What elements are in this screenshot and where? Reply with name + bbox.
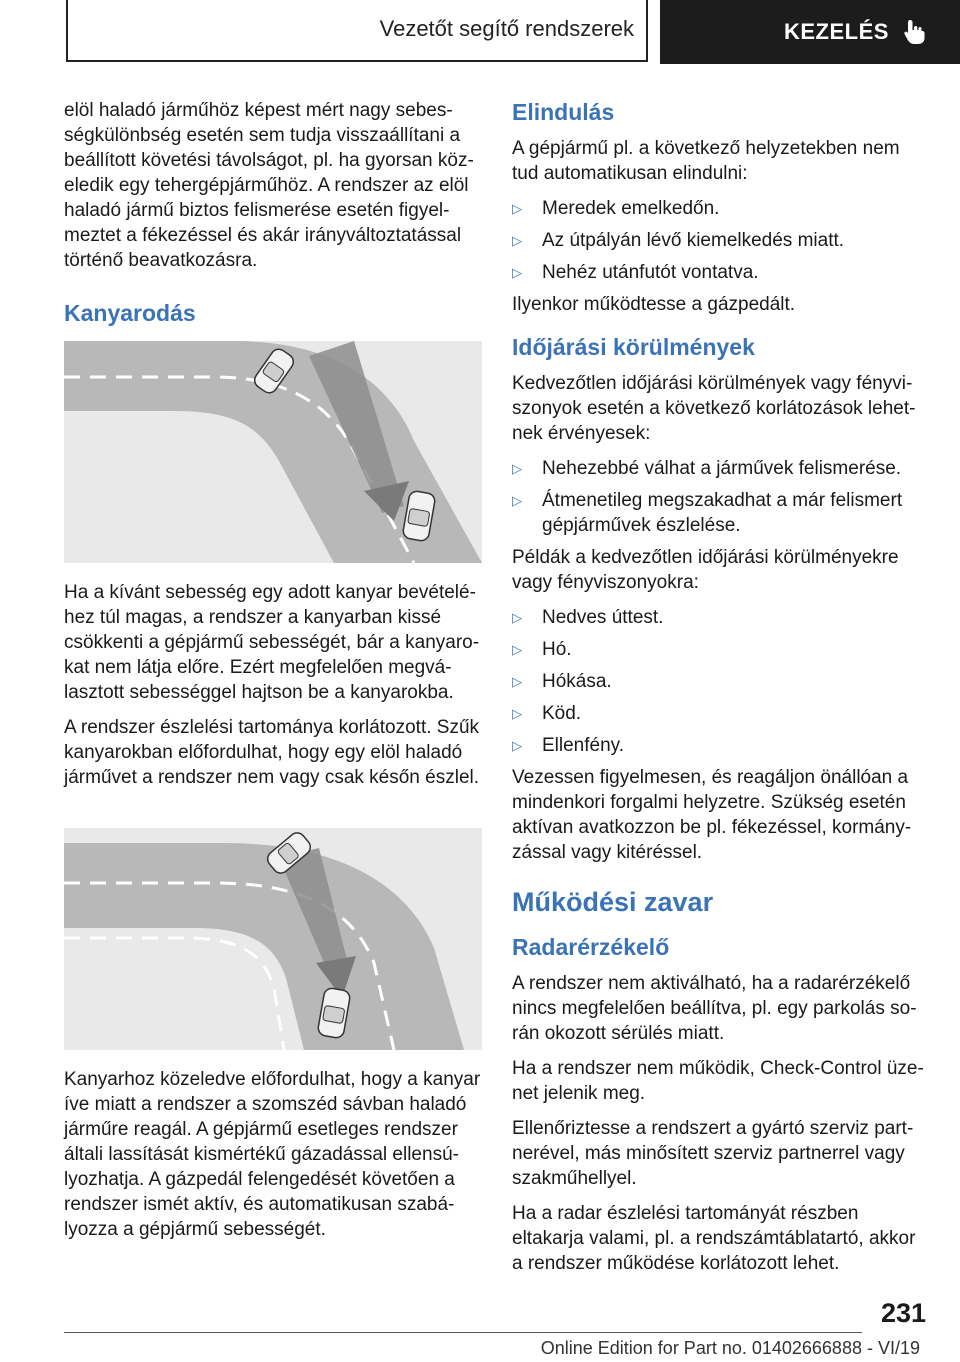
heading-idojaras: Időjárási körülmények: [512, 334, 755, 360]
peldak-list: [512, 605, 930, 758]
idojaras-list: [512, 456, 930, 538]
list-item: ▷ Ellenfény.: [512, 735, 625, 756]
elindulas-outro: Ilyenkor működtesse a gázpedált.: [512, 294, 796, 315]
paragraph-speed: Ha a kívánt sebesség egy adott kanyar bevételéhez túl magas, a rendszer a kanyarban kissé csökkenti a gépjármű sebességét, bár a kanyarokat nem látja előre. Ezért megfelelően megválasztott sebességgel hajtson be a kanyarokba.: [64, 582, 480, 703]
section-title: Vezetőt segítő rendszerek: [379, 16, 634, 41]
list-item: ▷ Hókása.: [512, 671, 612, 692]
page-header: [0, 0, 960, 64]
list-item: ▷ Az útpályán lévő kiemelkedés miatt.: [512, 230, 845, 251]
section-title-box: [66, 0, 648, 62]
peldak-intro: Példák a kedvezőtlen időjárási körülményekre vagy fényviszonyokra:: [512, 547, 899, 593]
curve-illustration-1: [64, 341, 482, 563]
heading-radarerzekelo: Radarérzékelő: [512, 934, 670, 960]
right-column: [512, 98, 930, 1286]
bullet-triangle-icon: ▷: [512, 674, 522, 689]
left-column: [64, 98, 482, 1252]
peldak-outro: Vezessen figyelmesen, és reagáljon önállóan a mindenkori forgalmi helyzetre. Szükség esetén aktívan avatkozzon be pl. fékezéssel, kormányzással vagy kitéréssel.: [512, 767, 912, 863]
list-item: ▷ Köd.: [512, 703, 582, 724]
bullet-triangle-icon: ▷: [512, 642, 522, 657]
paragraph-range: A rendszer észlelési tartománya korlátozott. Szűk kanyarokban előfordulhat, hogy egy elöl haladó járművet a rendszer nem vagy csak későn észlel.: [64, 717, 480, 788]
bullet-triangle-icon: ▷: [512, 265, 522, 280]
curve-illustration-2: [64, 828, 482, 1050]
page-number: 231: [880, 1298, 926, 1328]
bullet-triangle-icon: ▷: [512, 233, 522, 248]
list-item: ▷ Nehéz utánfutót vontatva.: [512, 262, 759, 283]
list-item: ▷ Meredek emelkedőn.: [512, 198, 720, 219]
heading-elindulas: Elindulás: [512, 99, 615, 125]
radar-paragraph-4: Ha a radar észlelési tartományát részben eltakarja valami, pl. a rendszámtáblatartó, akkor a rendszer működése korlátozott lehet.: [512, 1203, 916, 1274]
intro-paragraph: elöl haladó járműhöz képest mért nagy sebességkülönbség esetén sem tudja visszaállítani a beállított követési távolságot, pl. ha gyorsan közeledik egy tehergépjárműhöz. A rendszer az elöl haladó jármű biztos felismerése esetén figyelmeztet a fékezéssel és akár irányváltoztatással történő beavatkozásra.: [64, 100, 474, 271]
pointing-hand-icon: [903, 18, 927, 46]
radar-paragraph-3: Ellenőriztesse a rendszert a gyártó szerviz partnerével, más minősített szerviz partnerrel vagy szakműhellyel.: [512, 1118, 914, 1189]
heading-kanyarodas: Kanyarodás: [64, 300, 196, 326]
chapter-title: KEZELÉS: [784, 19, 889, 44]
bullet-triangle-icon: ▷: [512, 461, 522, 476]
radar-paragraph-1: A rendszer nem aktiválható, ha a radarérzékelő nincs megfelelően beállítva, pl. egy parkolás során okozott sérülés miatt.: [512, 973, 917, 1044]
list-item: ▷ Átmenetileg megszakadhat a már felismert gépjárművek észlelése.: [512, 490, 903, 536]
idojaras-intro: Kedvezőtlen időjárási körülmények vagy fényviszonyok esetén a következő korlátozások lehetnek érvényesek:: [512, 373, 916, 444]
bullet-triangle-icon: ▷: [512, 706, 522, 721]
bullet-triangle-icon: ▷: [512, 610, 522, 625]
list-item: ▷ Nehezebbé válhat a járművek felismerése.: [512, 458, 902, 479]
chapter-tab: [660, 0, 960, 64]
list-item: ▷ Nedves úttest.: [512, 607, 664, 628]
elindulas-intro: A gépjármű pl. a következő helyzetekben nem tud automatikusan elindulni:: [512, 138, 900, 184]
heading-mukodesi-zavar: Működési zavar: [512, 887, 714, 917]
paragraph-adjacent-lane: Kanyarhoz közeledve előfordulhat, hogy a kanyar íve miatt a rendszer a szomszéd sávban haladó járműre reagál. A gépjármű esetleges rendszer általi lassítását kismértékű gázadással ellensúlyozhatja. A gázpedál felengedését követően a rendszer ismét aktív, és automatikusan szabályozza a gépjármű sebességét.: [64, 1069, 481, 1240]
footer-divider: [64, 1332, 862, 1333]
bullet-triangle-icon: ▷: [512, 201, 522, 216]
list-item: ▷ Hó.: [512, 639, 572, 660]
bullet-triangle-icon: ▷: [512, 738, 522, 753]
elindulas-list: [512, 196, 930, 285]
footer-edition: Online Edition for Part no. 01402666888 - VI/19: [540, 1338, 920, 1358]
radar-paragraph-2: Ha a rendszer nem működik, Check-Control üzenet jelenik meg.: [512, 1058, 924, 1104]
bullet-triangle-icon: ▷: [512, 493, 522, 508]
